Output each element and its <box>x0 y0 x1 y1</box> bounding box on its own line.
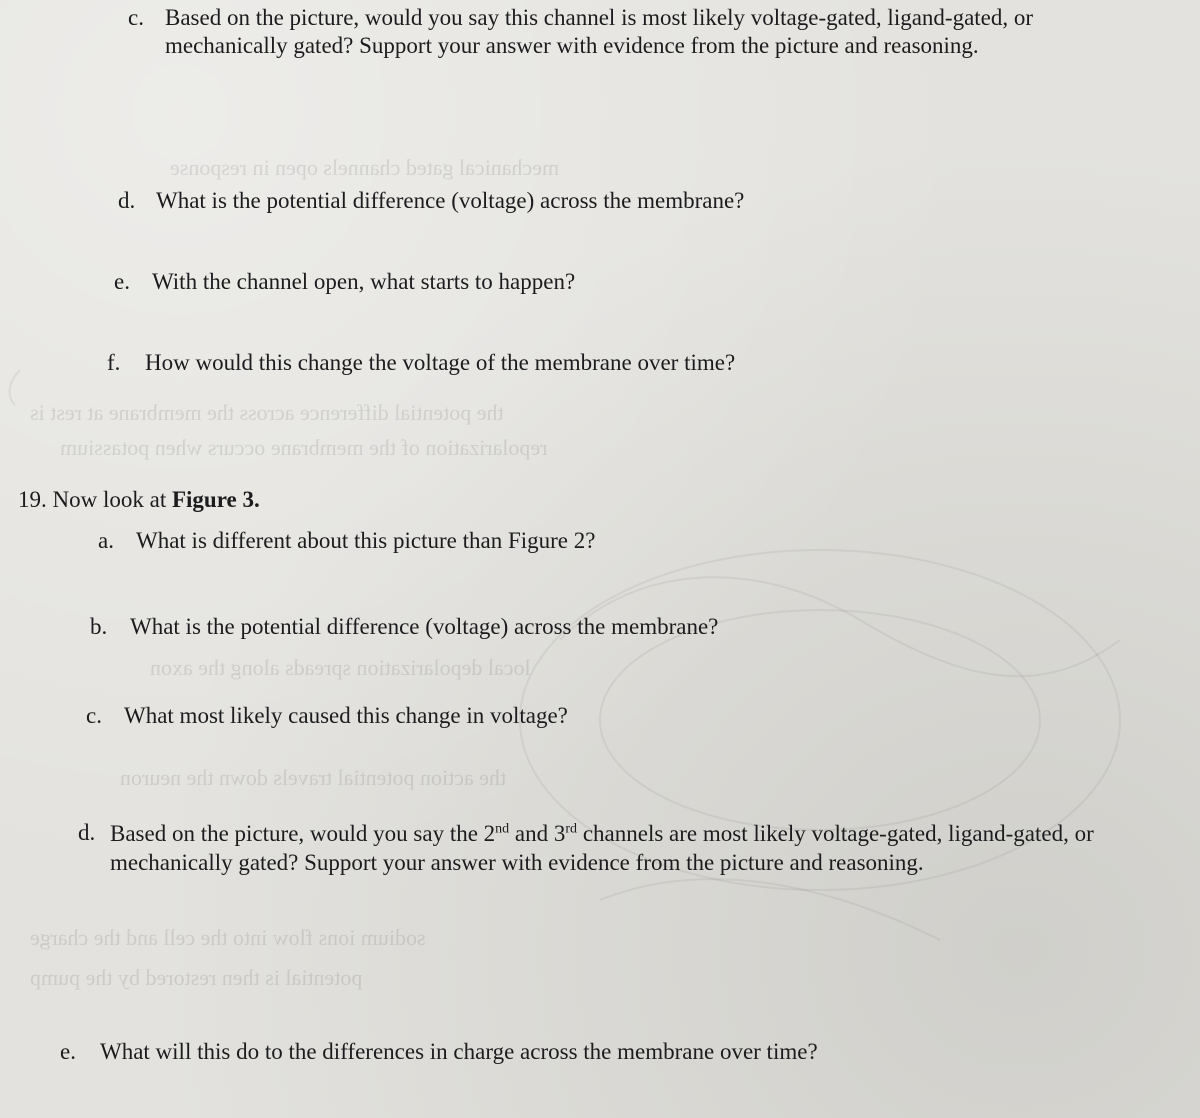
question-19b <box>90 613 718 641</box>
question-text: How would this change the voltage of the membrane over time? <box>145 350 736 375</box>
question-text: What will this do to the differences in charge across the membrane over time? <box>100 1039 818 1064</box>
question-19e <box>60 1038 818 1066</box>
question-text: What most likely caused this change in voltage? <box>124 703 568 728</box>
bleed-through-text: repolarization of the membrane occurs when potassium <box>60 435 548 460</box>
question-label: a. <box>98 528 114 553</box>
question-label: c. <box>86 703 102 728</box>
question-19a <box>98 527 595 555</box>
question-18d <box>118 187 744 215</box>
question-19c <box>86 702 568 730</box>
bleed-through-text: the potential difference across the membrane at rest is <box>30 400 504 425</box>
question-text-part: Based on the picture, would you say the 2 <box>110 821 496 846</box>
question-label: e. <box>60 1039 76 1064</box>
question-label: d. <box>78 820 96 845</box>
question-18f <box>107 349 735 377</box>
question-text-part: channels are most likely voltage-gated, ligand-gated, or mechanically gated? Support your answer with evidence from the picture and reasoning. <box>110 821 1094 875</box>
question-label: d. <box>118 188 136 213</box>
question-label: e. <box>114 269 130 294</box>
question-number: 19. <box>18 487 47 512</box>
question-19d <box>78 819 1170 877</box>
question-19 <box>18 486 260 514</box>
question-text: With the channel open, what starts to happen? <box>152 269 576 294</box>
bleed-through-text: mechanical gated channels open in response <box>170 155 560 180</box>
question-text: What is the potential difference (voltage) across the membrane? <box>156 188 745 213</box>
bleed-through-text: potential is then restored by the pump <box>30 965 363 990</box>
question-text: What is the potential difference (voltage) across the membrane? <box>130 614 719 639</box>
question-18e <box>114 268 575 296</box>
figure-reference: Figure 3. <box>171 487 260 512</box>
bleed-through-text: sodium ions flow into the cell and the charge <box>30 925 426 950</box>
ordinal-suffix: rd <box>565 821 578 837</box>
bleed-through-text: local depolarization spreads along the axon <box>150 655 531 680</box>
question-label: c. <box>128 5 144 30</box>
question-text <box>110 819 1170 877</box>
question-text: What is different about this picture than Figure 2? <box>136 528 596 553</box>
question-text: Based on the picture, would you say this channel is most likely voltage-gated, ligand-gated, or mechanically gated? Support your answer with evidence from the picture and reasoning. <box>165 5 1034 58</box>
question-18c <box>128 4 1128 60</box>
question-text-part: and 3 <box>509 821 566 846</box>
ordinal-suffix: nd <box>495 821 510 837</box>
question-label: f. <box>107 350 121 375</box>
question-text: Now look at <box>52 487 167 512</box>
question-label: b. <box>90 614 108 639</box>
bleed-through-text: the action potential travels down the neuron <box>120 765 507 790</box>
